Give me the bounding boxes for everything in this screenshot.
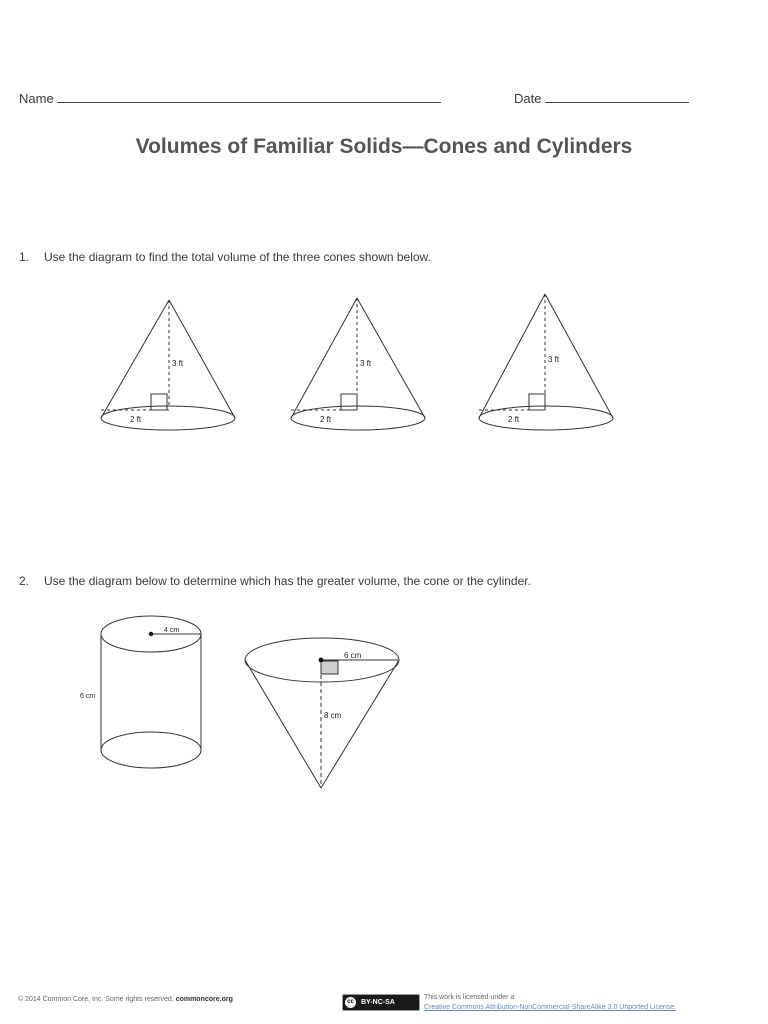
copyright-text: © 2014 Common Core, Inc. Some rights reserved. [18,996,174,1003]
question-number: 2. [19,574,30,588]
cone-center-point [319,658,324,663]
cone-2 [291,298,425,430]
cylinder-height-label: 6 cm [80,693,96,700]
cone-2-height-label: 3 ft [360,359,372,368]
question-number: 1. [19,250,30,264]
page-title: Volumes of Familiar Solids—Cones and Cylinders [135,135,633,158]
cone-radius-label: 6 cm [344,651,362,660]
cc-badge-text: BY-NC-SA [361,999,395,1006]
cylinder-and-cone-diagram [78,605,408,810]
date-field[interactable] [545,90,689,103]
cone-1-radius-label: 2 ft [130,415,142,424]
cylinder [101,616,201,768]
cc-icon: cc [345,997,356,1008]
license-link[interactable]: Creative Commons Attribution-NonCommercial-ShareAlike 3.0 Unported License. [424,1004,677,1011]
cone-3 [479,294,613,430]
cone-2-radius-label: 2 ft [320,415,332,424]
date-row [514,90,689,106]
date-label: Date [514,91,542,106]
cone-1 [101,300,235,430]
license-notice [424,993,676,1013]
name-row [19,90,441,106]
cone-3-height-label: 3 ft [548,355,560,364]
name-field[interactable] [57,90,441,103]
site-link[interactable]: commoncore.org [175,996,233,1003]
cone-1-height-label: 3 ft [172,359,184,368]
question-text: Use the diagram to find the total volume of the three cones shown below. [44,250,431,264]
name-label: Name [19,91,54,106]
cylinder-center-point [149,632,153,636]
license-line: This work is licensed under a [424,994,515,1001]
cc-license-badge[interactable] [342,994,420,1011]
three-cones-diagram [80,278,640,440]
cone-height-label: 8 cm [324,711,342,720]
cylinder-radius-label: 4 cm [164,627,180,634]
cone-3-radius-label: 2 ft [508,415,520,424]
right-angle-marker [321,661,338,674]
footer-copyright [18,996,233,1003]
question-text: Use the diagram below to determine which has the greater volume, the cone or the cylinder. [44,574,531,588]
